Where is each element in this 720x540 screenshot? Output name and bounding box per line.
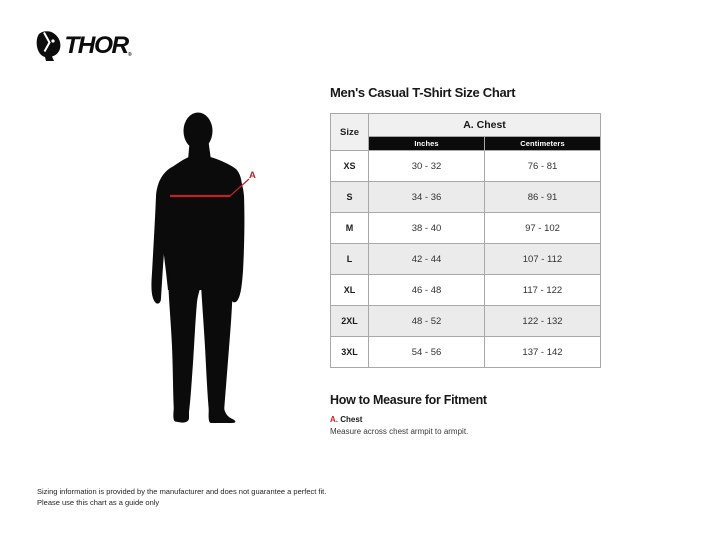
measure-item-description: Measure across chest armpit to armpit. <box>330 427 469 436</box>
male-silhouette <box>151 113 244 424</box>
size-label: L <box>331 244 369 275</box>
centimeters-value: 117 - 122 <box>485 275 601 306</box>
size-label: S <box>331 182 369 213</box>
inches-value: 34 - 36 <box>369 182 485 213</box>
inches-column-header: Inches <box>369 137 485 151</box>
size-label: XS <box>331 151 369 182</box>
measure-key-letter: A. <box>330 415 338 424</box>
inches-value: 30 - 32 <box>369 151 485 182</box>
logo-wordmark: THOR <box>64 32 128 59</box>
disclaimer-line-2: Please use this chart as a guide only <box>37 497 160 507</box>
table-row-s <box>331 182 601 213</box>
how-to-measure-heading: How to Measure for Fitment <box>330 393 487 407</box>
size-label: 3XL <box>331 337 369 368</box>
table-row-m <box>331 213 601 244</box>
measure-key-name: Chest <box>340 415 363 424</box>
table-unit-header-row <box>331 137 601 151</box>
chest-group-header: A. Chest <box>369 114 601 137</box>
body-silhouette-diagram <box>148 112 263 424</box>
thor-helmet-icon <box>36 31 62 61</box>
measure-item-title <box>330 415 468 424</box>
page-title: Men's Casual T-Shirt Size Chart <box>330 85 516 100</box>
table-row-2xl <box>331 306 601 337</box>
centimeters-value: 107 - 112 <box>485 244 601 275</box>
centimeters-column-header: Centimeters <box>485 137 601 151</box>
centimeters-value: 76 - 81 <box>485 151 601 182</box>
table-row-xs <box>331 151 601 182</box>
inches-value: 42 - 44 <box>369 244 485 275</box>
table-row-l <box>331 244 601 275</box>
centimeters-value: 86 - 91 <box>485 182 601 213</box>
table-row-3xl <box>331 337 601 368</box>
registered-trademark-symbol: ® <box>128 52 132 58</box>
inches-value: 54 - 56 <box>369 337 485 368</box>
measure-item-chest <box>330 415 468 436</box>
table-header-row <box>331 114 601 137</box>
inches-value: 46 - 48 <box>369 275 485 306</box>
thor-logo <box>36 31 132 61</box>
centimeters-value: 137 - 142 <box>485 337 601 368</box>
inches-value: 48 - 52 <box>369 306 485 337</box>
table-row-xl <box>331 275 601 306</box>
size-label: XL <box>331 275 369 306</box>
size-label: 2XL <box>331 306 369 337</box>
inches-value: 38 - 40 <box>369 213 485 244</box>
disclaimer <box>37 487 326 508</box>
size-label: M <box>331 213 369 244</box>
centimeters-value: 122 - 132 <box>485 306 601 337</box>
size-column-header: Size <box>331 114 369 151</box>
centimeters-value: 97 - 102 <box>485 213 601 244</box>
disclaimer-line-1: Sizing information is provided by the manufacturer and does not guarantee a perfect fit. <box>37 487 327 496</box>
measurement-label-a: A <box>249 170 256 181</box>
size-chart-table <box>330 113 601 368</box>
